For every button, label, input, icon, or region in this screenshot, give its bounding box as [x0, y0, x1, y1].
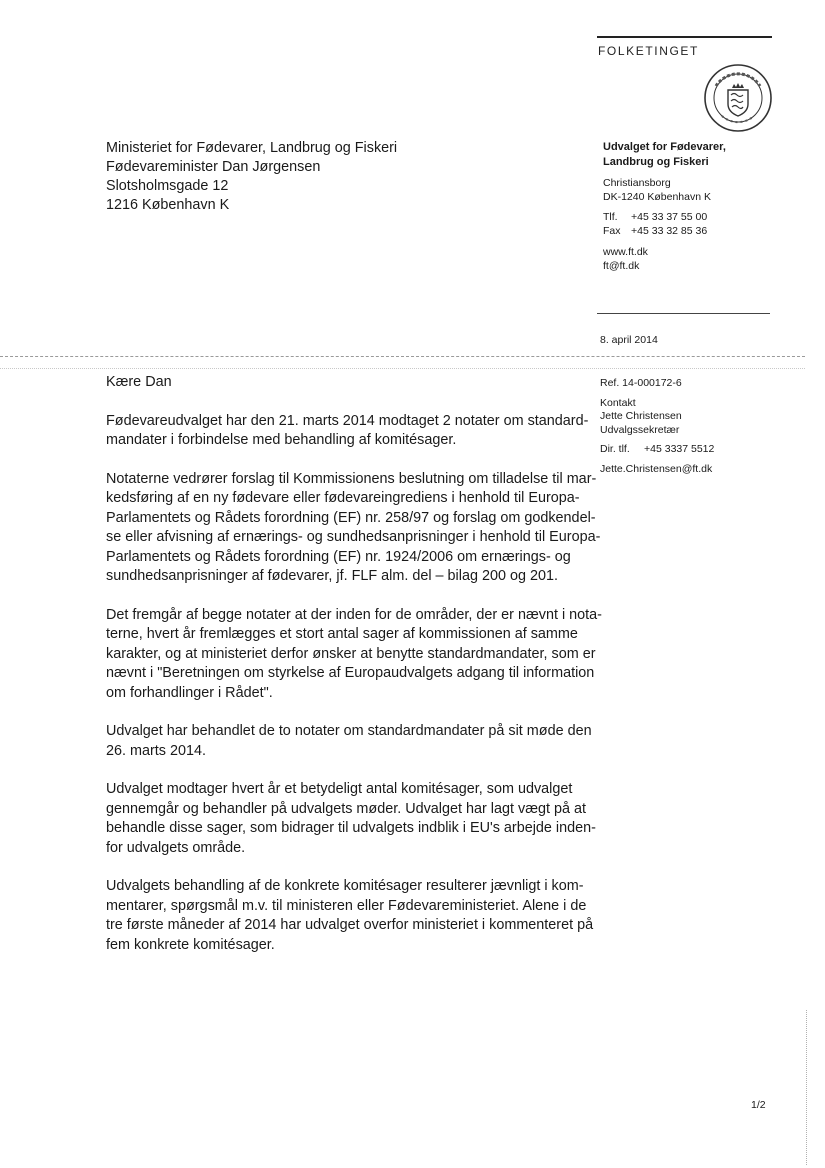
body-line: fem konkrete komitésager.: [106, 936, 275, 953]
committee-web: [603, 245, 648, 273]
committee-name-line: Landbrug og Fiskeri: [603, 156, 709, 168]
reference-block: [600, 377, 714, 476]
date-rule: [597, 313, 770, 314]
contact-title: Udvalgssekretær: [600, 423, 680, 436]
body-line: 26. marts 2014.: [106, 742, 206, 759]
body-line: tre første måneder af 2014 har udvalget overfor ministeriet i kommenteret på: [106, 917, 594, 933]
fax-label: Fax: [603, 225, 621, 237]
committee-contact: [603, 176, 711, 238]
recipient-line: Slotsholmsgade 12: [106, 178, 229, 194]
body-line: gennemgår og behandler på udvalgets møder. Udvalget har lagt vægt på at: [106, 800, 586, 817]
body-line: for udvalgets område.: [106, 839, 246, 856]
direct-phone-value: +45 3337 5512: [644, 443, 715, 455]
paragraph-1: [106, 412, 589, 451]
paragraph-3: [106, 606, 602, 704]
phone-row: [603, 210, 711, 224]
organization-name: FOLKETINGET: [598, 44, 699, 58]
reference-number: Ref. 14-000172-6: [600, 377, 682, 389]
body-line: se eller afvisning af ernærings- og sundhedsanprisninger i henhold til Europa-: [106, 529, 601, 545]
direct-phone-label: Dir. tlf.: [600, 443, 630, 455]
body-line: terne, hvert år fremlægges et stort antal sager af kommissionen af samme: [106, 626, 578, 642]
folketinget-seal-icon: [702, 62, 774, 134]
scan-edge-marks: [806, 1010, 807, 1165]
committee-name-line: Udvalget for Fødevarer,: [603, 141, 726, 153]
contact-heading: Kontakt: [600, 396, 636, 409]
fax-value: +45 33 32 85 36: [631, 225, 708, 237]
body-line: Udvalget har behandlet de to notater om standardmandater på sit møde den: [106, 723, 592, 739]
body-line: kedsføring af en ny fødevare eller fødevareingrediens i henhold til Europa-: [106, 490, 580, 506]
contact-email[interactable]: Jette.Christensen@ft.dk: [600, 462, 713, 475]
body-line: Notaterne vedrører forslag til Kommissionens beslutning om tilladelse til mar-: [106, 470, 597, 487]
paragraph-2: [106, 470, 601, 587]
fold-line: [0, 356, 805, 357]
body-line: sundhedsanprisninger af fødevarer, jf. FLF alm. del – bilag 200 og 201.: [106, 568, 558, 584]
body-line: Parlamentets og Rådets forordning (EF) nr. 258/97 og forslag om godkendel-: [106, 509, 596, 526]
paragraph-6: [106, 877, 594, 955]
body-line: karakter, og at ministeriet derfor ønsker at benytte standardmandater, som er: [106, 645, 596, 662]
phone-label: Tlf.: [603, 211, 618, 223]
body-line: Udvalget modtager hvert år et betydeligt antal komitésager, som udvalget: [106, 781, 573, 797]
fax-row: [603, 224, 711, 238]
page-number: 1/2: [751, 1099, 766, 1111]
recipient-line: 1216 København K: [106, 197, 230, 213]
body-line: behandle disse sager, som bidrager til udvalgets indblik i EU's arbejde inden-: [106, 820, 596, 836]
body-line: nævnt i "Beretningen om styrkelse af Europaudvalgets adgang til information: [106, 665, 595, 681]
recipient-line: Fødevareminister Dan Jørgensen: [106, 159, 321, 175]
email-link[interactable]: ft@ft.dk: [603, 260, 640, 272]
paragraph-4: [106, 722, 592, 761]
body-line: Det fremgår af begge notater at der inden for de områder, der er nævnt i nota-: [106, 606, 602, 623]
contact-name: Jette Christensen: [600, 410, 682, 422]
body-line: mandater i forbindelse med behandling af komitésager.: [106, 432, 457, 448]
body-line: om forhandlinger i Rådet".: [106, 684, 273, 701]
salutation: Kære Dan: [106, 374, 172, 390]
body-line: Fødevareudvalget har den 21. marts 2014 modtaget 2 notater om standard-: [106, 412, 589, 429]
address-line: Christiansborg: [603, 177, 671, 189]
address-line: DK-1240 København K: [603, 191, 711, 203]
recipient-line: Ministeriet for Fødevarer, Landbrug og Fiskeri: [106, 140, 398, 156]
website-link[interactable]: www.ft.dk: [603, 246, 648, 258]
body-line: Udvalgets behandling af de konkrete komitésager resulterer jævnligt i kom-: [106, 878, 584, 894]
committee-name: [603, 140, 726, 170]
paragraph-5: [106, 780, 596, 858]
header-rule: [597, 36, 772, 38]
letter-date: 8. april 2014: [600, 334, 658, 346]
fold-line-faint: [0, 368, 805, 369]
body-line: mentarer, spørgsmål m.v. til ministeren eller Fødevareministeriet. Alene i de: [106, 897, 587, 914]
direct-phone-row: [600, 443, 714, 457]
letter-body: [106, 373, 602, 974]
phone-value: +45 33 37 55 00: [631, 211, 708, 223]
recipient-address: [106, 139, 397, 215]
body-line: Parlamentets og Rådets forordning (EF) nr. 1924/2006 om ernærings- og: [106, 548, 571, 565]
